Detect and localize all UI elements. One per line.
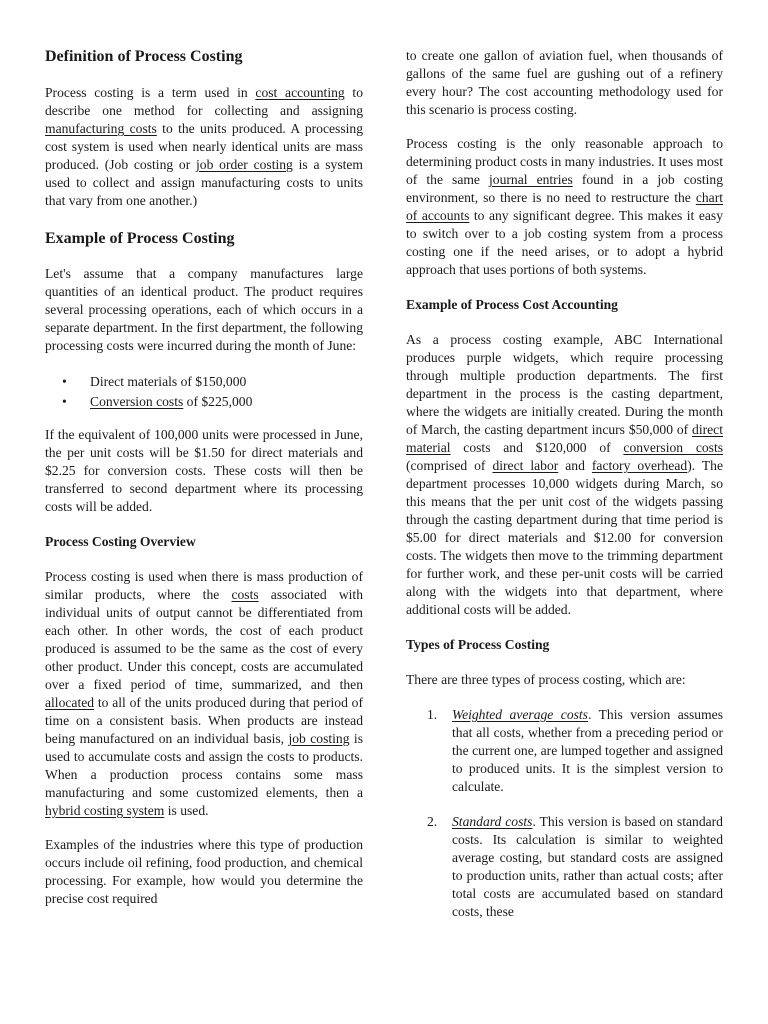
text: (comprised of <box>406 458 493 473</box>
link-standard-costs[interactable]: Standard costs <box>452 814 533 829</box>
text: associated with individual units of output cannot be differentiated from each other. In other words, the cost of each product produced is assumed to be the same as the cost of every other product. Under this concept, costs are accumulated over a fixed period of time, summarized, and then <box>45 587 363 692</box>
text: to describe one method for collecting and assigning <box>45 85 364 118</box>
list-item-standard-costs <box>406 813 723 921</box>
link-hybrid-costing-system[interactable]: hybrid costing system <box>45 803 165 818</box>
link-factory-overhead[interactable]: factory overhead <box>591 458 688 473</box>
text: Process costing is a term used in <box>45 85 256 100</box>
bullet-conversion-costs <box>45 393 363 411</box>
text: is used. <box>164 803 209 818</box>
list-number: 2. <box>427 814 438 829</box>
link-direct-material[interactable]: direct material <box>406 422 723 455</box>
paragraph-aviation-fuel: to create one gallon of aviation fuel, when thousands of gallons of the same fuel are gushing out of a refinery every hour? The cost accounting methodology used for this scenario is process costing. <box>406 48 723 117</box>
text: to the units produced. A processing cost system is used when nearly identical units are mass produced. (Job costing or <box>45 121 363 172</box>
link-job-order-costing[interactable]: job order costing <box>196 157 293 172</box>
list-number: 1. <box>427 707 438 722</box>
link-job-costing[interactable]: job costing <box>288 731 350 746</box>
text: to all of the units produced during that period of time on a consistent basis. When products are instead being manufactured on an individual basis, <box>45 695 363 746</box>
text: . This version is based on standard costs. Its calculation is similar to weighted average costing, but standard costs are assigned to production units, rather than actual costs; after total costs are accumulated based on standard costs, these <box>452 814 723 919</box>
paragraph-types-intro: There are three types of process costing, which are: <box>406 672 686 687</box>
link-allocated[interactable]: allocated <box>45 695 95 710</box>
text: Process costing is the only reasonable approach to determining product costs in many industries. It uses most of the same <box>406 136 723 187</box>
text: costs and $120,000 of <box>450 440 624 455</box>
heading-definition: Definition of Process Costing <box>45 48 243 65</box>
paragraph-overview <box>45 568 363 820</box>
link-cost-accounting[interactable]: cost accounting <box>255 85 345 100</box>
left-column <box>45 0 363 908</box>
text: is used to accumulate costs and assign the costs to products. When a production process contains some mass manufacturing and some customized elements, then a <box>45 731 364 800</box>
text: As a process costing example, ABC International produces purple widgets, which require processing through multiple production departments. The first department in the process is the casting department, where the widgets are initially created. During the month of March, the casting department incurs $50,000 of <box>406 332 723 437</box>
text: ). The department processes 10,000 widgets during March, so this means that the per unit cost of the widgets passing through the casting department during that time period is $5.00 for direct materials and $12.00 for conversion costs. The widgets then move to the trimming department for further work, and these per-unit costs will be carried along with the widgets into that department, where additional costs will be added. <box>406 458 723 617</box>
paragraph-industries: Examples of the industries where this type of production occurs include oil refining, food production, and chemical processing. For example, how would you determine the precise cost required <box>45 837 363 906</box>
heading-overview: Process Costing Overview <box>45 534 196 549</box>
heading-types: Types of Process Costing <box>406 637 550 652</box>
paragraph-reasonable-approach <box>406 135 723 279</box>
text: is a system used to collect and assign manufacturing costs to units that vary from one another.) <box>45 157 363 208</box>
link-conversion-costs-2[interactable]: conversion costs <box>623 440 724 455</box>
right-column <box>406 0 723 921</box>
text: to any significant degree. This makes it easy to switch over to a job costing system from a process costing one if the need arises, or to adopt a hybrid approach that uses portions of both systems. <box>406 208 723 277</box>
text: of $225,000 <box>183 394 253 409</box>
link-conversion-costs[interactable]: Conversion costs <box>90 394 184 409</box>
text: . This version assumes that all costs, whether from a preceding period or the current one, are lumped together and assigned to produced units. It is the simplest version to calculate. <box>452 707 724 794</box>
link-journal-entries[interactable]: journal entries <box>489 172 573 187</box>
text: and <box>558 458 592 473</box>
paragraph-definition <box>45 84 363 210</box>
paragraph-unit-costs: If the equivalent of 100,000 units were processed in June, the per unit costs will be $1.50 for direct materials and $2.25 for conversion costs. These costs will then be transferred to second department where its processing costs will be added. <box>45 427 363 514</box>
paragraph-example: Let's assume that a company manufactures large quantities of an identical product. The product requires several processing operations, each of which occurs in a separate department. In the first department, the following processing costs were incurred during the month of June: <box>45 266 363 353</box>
link-chart-of-accounts[interactable]: chart of accounts <box>406 190 723 223</box>
link-weighted-average-costs[interactable]: Weighted average costs <box>452 707 588 722</box>
heading-process-cost-accounting: Example of Process Cost Accounting <box>406 297 618 312</box>
bullet-direct-materials: • Direct materials of $150,000 <box>45 373 363 391</box>
list-item-weighted-average <box>406 706 723 796</box>
link-costs[interactable]: costs <box>231 587 259 602</box>
heading-example: Example of Process Costing <box>45 230 235 247</box>
link-manufacturing-costs[interactable]: manufacturing costs <box>45 121 157 136</box>
types-numbered-list <box>406 706 723 921</box>
cost-bullet-list <box>45 373 363 411</box>
text: Process costing is used when there is mass production of similar products, where the <box>45 569 363 602</box>
paragraph-abc-example <box>406 331 723 619</box>
text: found in a job costing environment, so there is no need to restructure the <box>406 172 724 205</box>
link-direct-labor[interactable]: direct labor <box>492 458 559 473</box>
